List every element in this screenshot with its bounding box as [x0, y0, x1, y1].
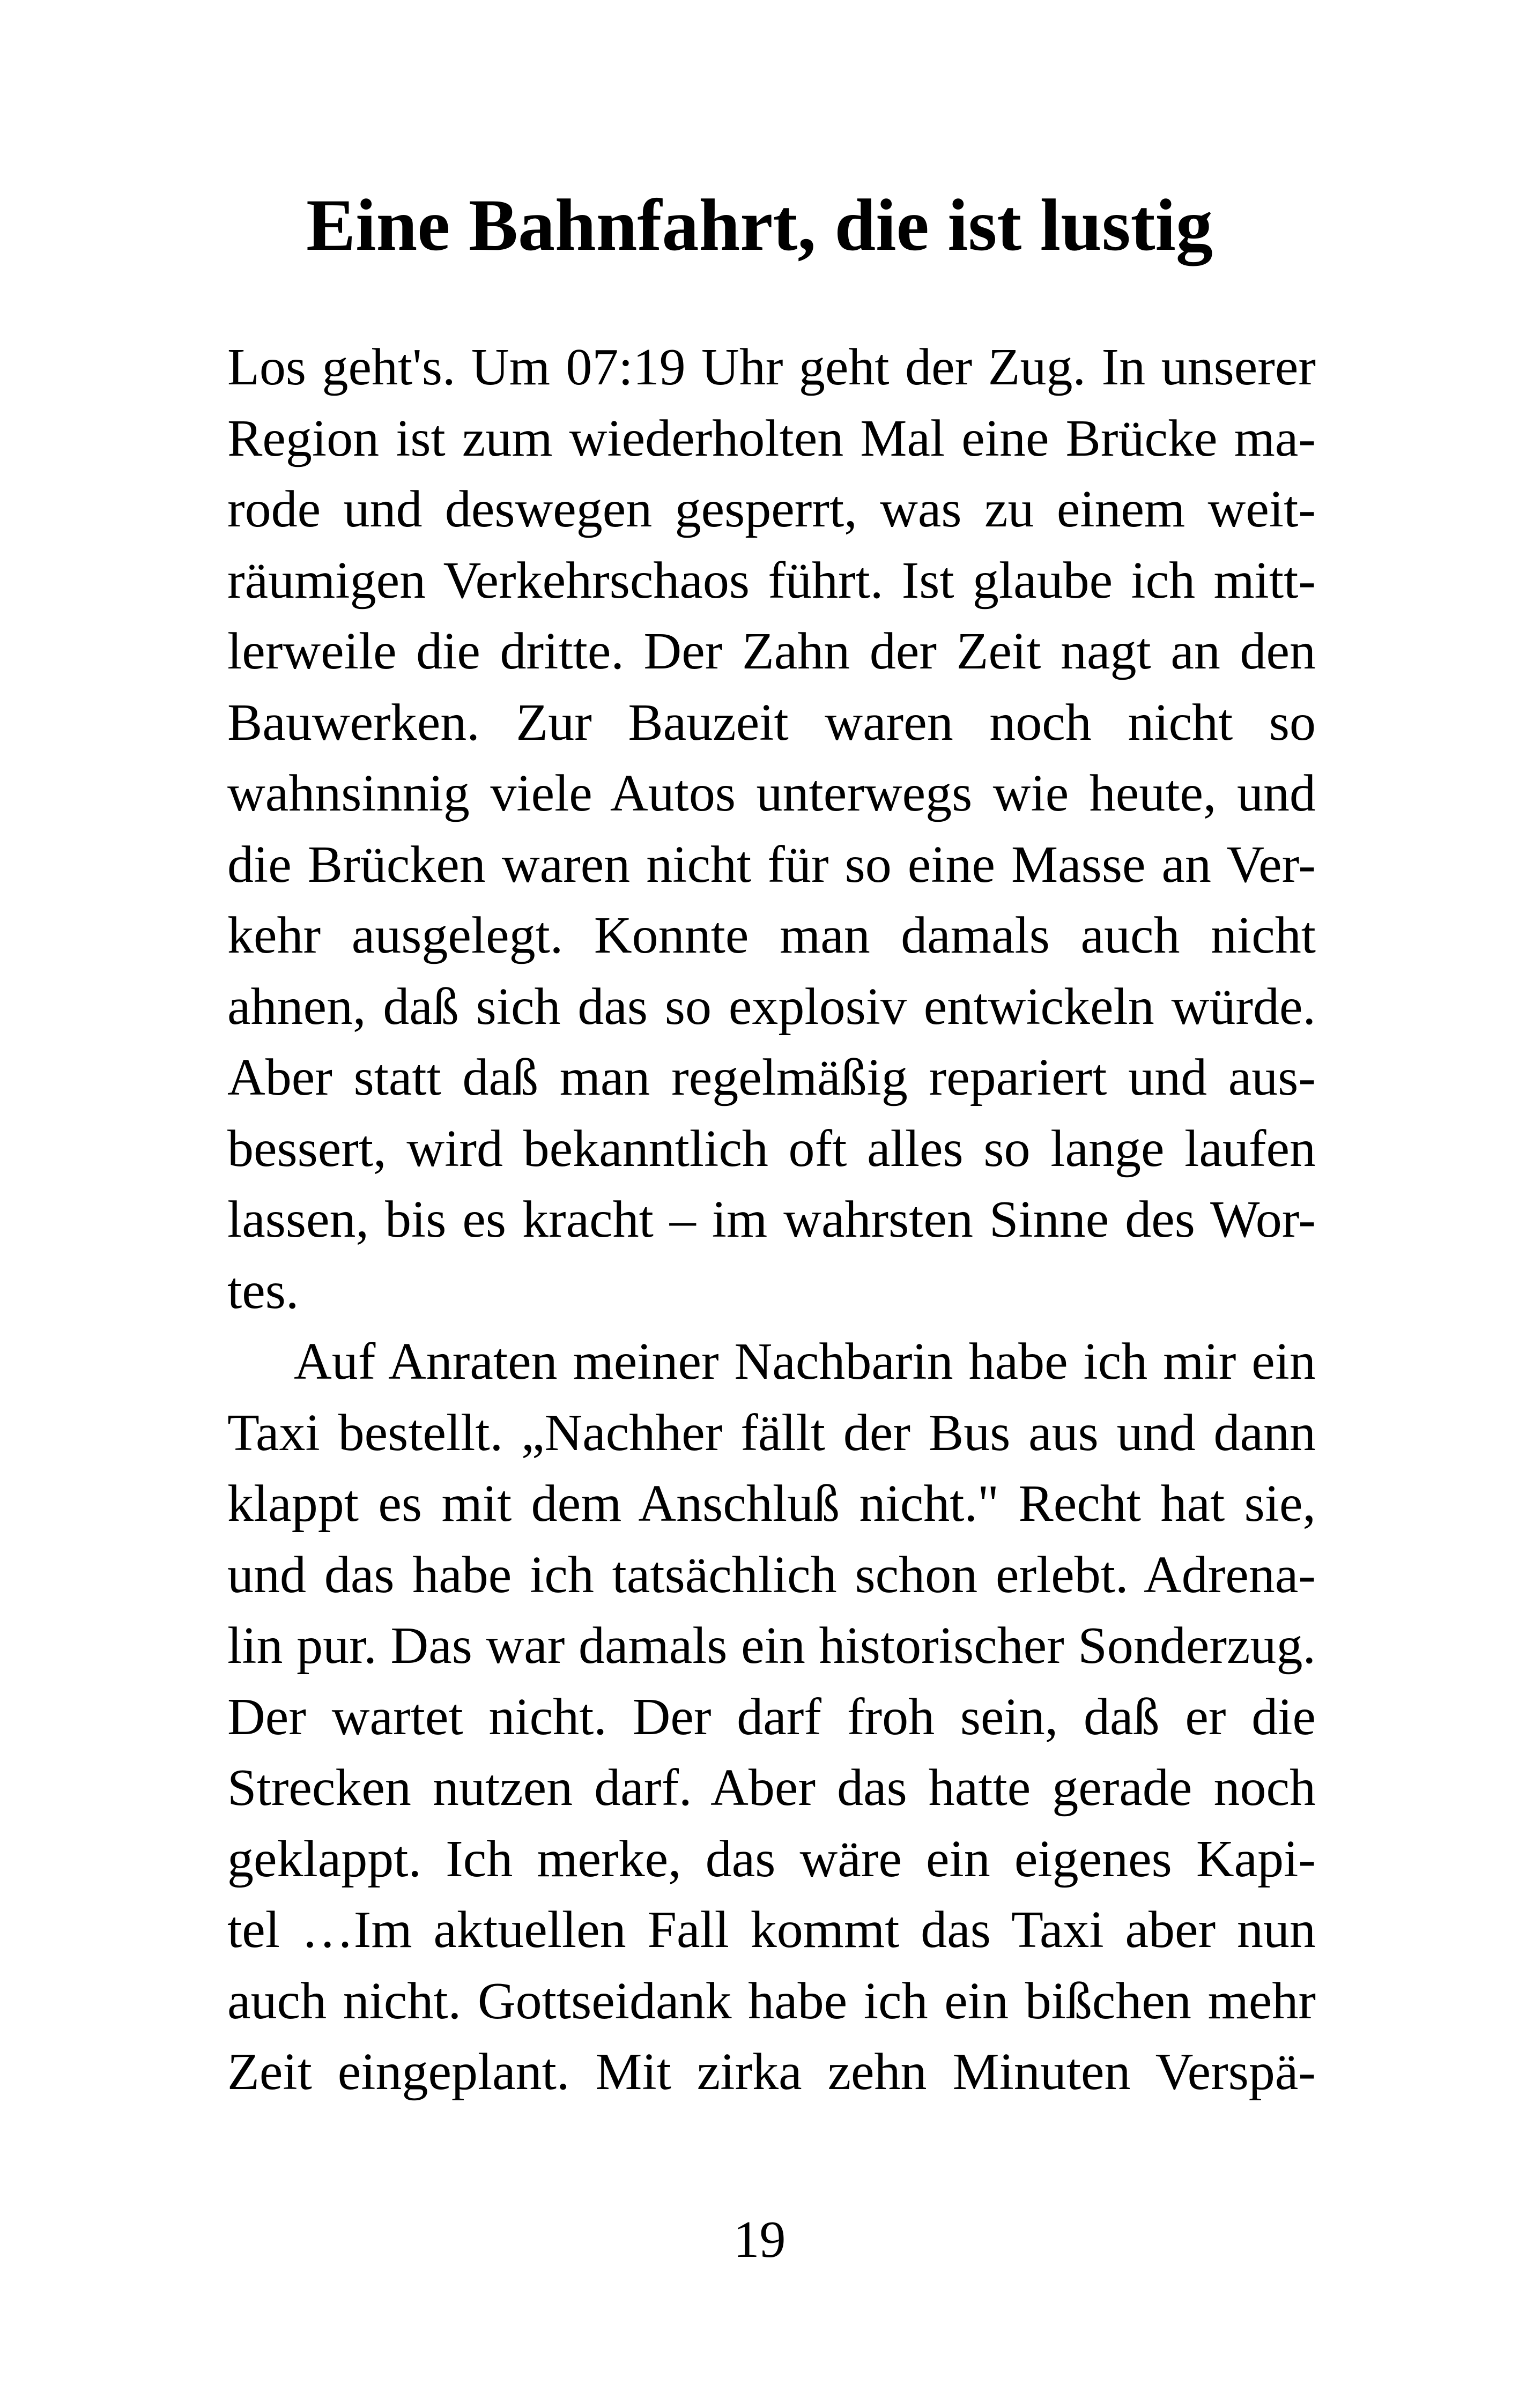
- text-line: Zeit eingeplant. Mit zirka zehn Minuten Verspä-: [227, 2043, 1316, 2101]
- paragraph-first-line: Auf Anraten meiner Nachbarin habe ich mir ein: [294, 1333, 1316, 1391]
- text-line: Aber statt daß man regelmäßig repariert und aus-: [227, 1049, 1316, 1106]
- text-line: räumigen Verkehrschaos führt. Ist glaube ich mitt-: [227, 551, 1316, 610]
- text-line: rode und deswegen gesperrt, was zu einem weit-: [227, 480, 1316, 538]
- text-line: die Brücken waren nicht für so eine Masse an Ver-: [227, 835, 1316, 894]
- chapter-title: Eine Bahnfahrt, die ist lustig: [306, 184, 1213, 266]
- text-line: Der wartet nicht. Der darf froh sein, daß er die: [227, 1688, 1316, 1746]
- text-line: tel …Im aktuellen Fall kommt das Taxi aber nun: [227, 1901, 1316, 1959]
- text-line: kehr ausgelegt. Konnte man damals auch nicht: [227, 906, 1316, 964]
- text-line: wahnsinnig viele Autos unterwegs wie heute, und: [227, 764, 1316, 822]
- text-line: Bauwerken. Zur Bauzeit waren noch nicht so: [227, 693, 1316, 752]
- text-line: Los geht's. Um 07:19 Uhr geht der Zug. In unserer: [227, 338, 1316, 396]
- text-line: Strecken nutzen darf. Aber das hatte gerade noch: [227, 1759, 1316, 1817]
- paragraph-end-line: tes.: [227, 1261, 299, 1320]
- body-text: [227, 332, 1316, 2108]
- text-line: Taxi bestellt. „Nachher fällt der Bus aus und dann: [227, 1403, 1316, 1462]
- text-line: Region ist zum wiederholten Mal eine Brücke ma-: [227, 409, 1316, 467]
- text-line: geklappt. Ich merke, das wäre ein eigenes Kapi-: [227, 1830, 1316, 1888]
- text-line: bessert, wird bekanntlich oft alles so lange laufen: [227, 1119, 1316, 1178]
- page-number: 19: [733, 2211, 786, 2269]
- text-line: und das habe ich tatsächlich schon erlebt. Adrena-: [227, 1545, 1316, 1604]
- text-line: ahnen, daß sich das so explosiv entwickeln würde.: [227, 977, 1316, 1036]
- text-line: auch nicht. Gottseidank habe ich ein bißchen mehr: [227, 1972, 1316, 2030]
- text-line: klappt es mit dem Anschluß nicht." Recht hat sie,: [227, 1475, 1316, 1533]
- text-line: lin pur. Das war damals ein historischer Sonderzug.: [227, 1617, 1316, 1675]
- text-line: lassen, bis es kracht – im wahrsten Sinne des Wor-: [227, 1191, 1316, 1248]
- text-line: lerweile die dritte. Der Zahn der Zeit nagt an den: [227, 622, 1316, 680]
